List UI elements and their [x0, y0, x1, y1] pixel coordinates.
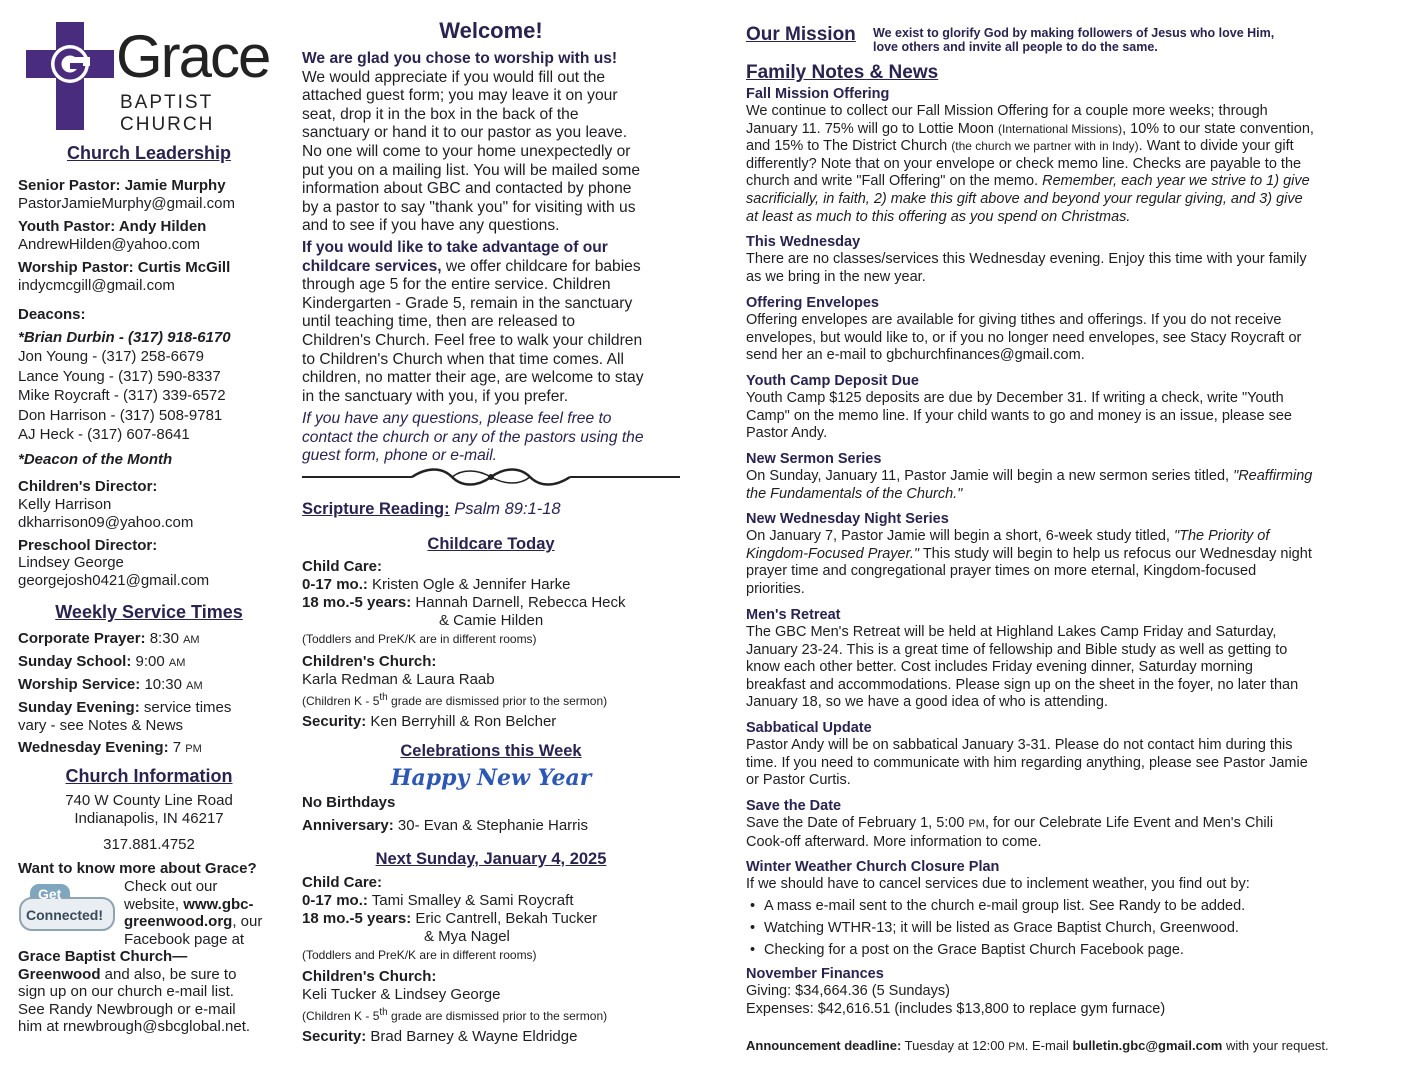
fall-offering-title: Fall Mission Offering [746, 86, 890, 102]
church-address: 740 W County Line Road Indianapolis, IN 46217 317.881.4752 [18, 792, 280, 854]
church-subname: BAPTIST CHURCH [120, 92, 215, 135]
anniversary: Anniversary: 30- Evan & Stephanie Harris [302, 817, 588, 834]
childrens-church-next-sunday: Children's Church: Keli Tucker & Lindsey George (Children K - 5th grade are dismissed prior to the sermon) [302, 968, 608, 1023]
deacon-item: Lance Young - (317) 590-8337 [18, 368, 221, 385]
childcare-paragraph: If you would like to take advantage of our childcare services, we offer childcare for babies through age 5 for the entire service. Children Kindergarten - Grade 5, remain in the sanctuary until teaching time, then are released to Children's Church. Feel free to walk your children to Children's Church when that time comes. All children, no matter their age, are welcome to stay in the sanctuary with you, if you prefer. [302, 239, 644, 405]
happy-new-year-banner: Happy New Year [390, 765, 592, 791]
badge-connected-text: Connected! [26, 907, 103, 923]
deacon-of-month-note: *Deacon of the Month [18, 451, 173, 468]
november-finances-title: November Finances [746, 966, 884, 982]
fall-offering-text: We continue to collect our Fall Mission Offering for a couple more weeks; through January 11. 75% will go to Lottie Moon (International Missions), 10% to our state convention, and 15% to The District Church (the church we partner with in Indy). Want to divide your gift differently? Note that on your envelope or check memo line. Checks are payable to the church and write "Fall Offering" on the memo. Remember, each year we strive to 1) give sacrificially, in faith, 2) make this gift above and beyond your regular giving, and 3) give at least as much to this offering as you spend on Christmas. [746, 103, 1314, 225]
this-wednesday-title: This Wednesday [746, 234, 861, 250]
youth-pastor-email[interactable]: AndrewHilden@yahoo.com [18, 236, 200, 253]
know-more-heading: Want to know more about Grace? [18, 860, 257, 877]
deacons-label: Deacons: [18, 306, 86, 323]
weekly-service-times-heading: Weekly Service Times [55, 602, 243, 622]
weather-bullet: • A mass e-mail sent to the church e-mail group list. See Randy to be added. [764, 898, 1384, 914]
childcare-today-heading: Childcare Today [427, 535, 555, 553]
preschool-director-email[interactable]: georgejosh0421@gmail.com [18, 572, 210, 589]
youth-camp-text: Youth Camp $125 deposits are due by December 31. If writing a check, write "Youth Camp" on the memo line. If your child wants to go and money is an issue, please see Pastor Andy. [746, 390, 1292, 442]
weather-bullet: • Checking for a post on the Grace Baptist Church Facebook page. [764, 942, 1384, 958]
worship-pastor-email[interactable]: indycmcgill@gmail.com [18, 277, 175, 294]
winter-weather-title: Winter Weather Church Closure Plan [746, 859, 1000, 875]
birthdays: No Birthdays [302, 794, 396, 811]
questions-paragraph: If you have any questions, please feel free to contact the church or any of the pastors using the guest form, phone or e-mail. [302, 410, 644, 465]
welcome-paragraph: We are glad you chose to worship with us! We would appreciate if you would fill out the attached guest form; you may leave it on your seat, drop it in the box in the back of the sanctuary or hand it to our pastor as you leave. No one will come to your home unexpectedly or put you on a mailing list. You will be mailed some information about GBC and contacted by phone by a pastor to say "thank you" for visiting with us and to see if you have any questions. [302, 50, 641, 235]
preschool-director-label: Preschool Director: [18, 537, 158, 554]
church-leadership-heading: Church Leadership [66, 143, 232, 163]
sabbatical-text: Pastor Andy will be on sabbatical January 3-31. Please do not contact him during this time. If you need to communicate with him regarding anything, please see Pastor Jamie or Pastor Curtis. [746, 737, 1308, 789]
save-the-date-title: Save the Date [746, 798, 842, 814]
mission-statement: We exist to glorify God by making followers of Jesus who love Him, love others and invite all people to do the same. [873, 26, 1275, 54]
offering-envelopes-title: Offering Envelopes [746, 295, 879, 311]
know-more-text: Check out our website, www.gbc- greenwood.org, our Facebook page at Grace Baptist Church— Greenwood and also, be sure to sign up on our church e-mail list. See Randy Newbrough or e-mail him at rnewbrough@sbcglobal.net. [18, 878, 280, 1036]
service-worship: Worship Service: 10:30 AM [18, 676, 203, 693]
cross-g-icon [26, 20, 116, 132]
mens-retreat-title: Men's Retreat [746, 607, 841, 623]
november-finances-text: Giving: $34,664.36 (5 Sundays) Expenses: $42,616.51 (includes $13,800 to replace gym furnace) [746, 983, 1166, 1017]
badge-get-text: Get [38, 886, 62, 902]
facebook-page-name: Grace Baptist Church— [18, 948, 188, 965]
childrens-director-label: Children's Director: [18, 478, 158, 495]
offering-envelopes-text: Offering envelopes are available for giving tithes and offerings. If you do not receive envelopes, but would like to, or if you no longer need envelopes, see Stacy Roycraft or send her an e-mail to gbchurchfinances@gmail.com. [746, 312, 1302, 364]
bulletin-email[interactable]: bulletin.gbc@gmail.com [1072, 1038, 1223, 1053]
childrens-director-email[interactable]: dkharrison09@yahoo.com [18, 514, 194, 531]
next-sunday-heading: Next Sunday, January 4, 2025 [375, 850, 607, 868]
preschool-director-name: Lindsey George [18, 554, 124, 571]
deacon-item: Mike Roycraft - (317) 339-6572 [18, 387, 226, 404]
service-wednesday-evening: Wednesday Evening: 7 PM [18, 739, 202, 756]
wednesday-series-title: New Wednesday Night Series [746, 511, 949, 527]
ornamental-divider [302, 466, 680, 488]
childcare-next-sunday: Child Care: 0-17 mo.: Tami Smalley & Sami Roycraft 18 mo.-5 years: Eric Cantrell, Bekah Tucker & Mya Nagel (Toddlers and PreK/K are in different rooms) [302, 874, 598, 962]
sermon-series-text: On Sunday, January 11, Pastor Jamie will begin a new sermon series titled, "Reaffirming the Fundamentals of the Church." [746, 468, 1313, 502]
celebrations-heading: Celebrations this Week [400, 742, 582, 760]
deacon-item: Jon Young - (317) 258-6679 [18, 348, 204, 365]
deacon-item: *Brian Durbin - (317) 918-6170 [18, 329, 231, 346]
welcome-heading: Welcome! [439, 18, 543, 43]
newsletter-contact: him at rnewbrough@sbcglobal.net. [18, 1018, 251, 1035]
sermon-series-title: New Sermon Series [746, 451, 882, 467]
service-sunday-school: Sunday School: 9:00 AM [18, 653, 186, 670]
deacon-item: AJ Heck - (317) 607-8641 [18, 426, 190, 443]
church-name: Grace [116, 23, 270, 90]
church-information-heading: Church Information [65, 766, 233, 786]
our-mission-heading: Our Mission [746, 24, 856, 45]
website-link[interactable]: www.gbc- [183, 895, 254, 913]
family-notes-heading: Family Notes & News [746, 62, 939, 83]
senior-pastor-email[interactable]: PastorJamieMurphy@gmail.com [18, 195, 235, 212]
weather-bullet: • Watching WTHR-13; it will be listed as Grace Baptist Church, Greenwood. [764, 920, 1384, 936]
service-corporate-prayer: Corporate Prayer: 8:30 AM [18, 630, 200, 647]
mens-retreat-text: The GBC Men's Retreat will be held at Highland Lakes Camp Friday and Saturday, January 23-24. This is a great time of fellowship and Bible study as well as getting to know each other better. Cost includes Friday evening dinner, Saturday morning breakfast and accommodations. Please sign up on the sheet in the foyer, no later than January 18, so we have a good idea of who is attending. [746, 624, 1299, 711]
service-sunday-evening: Sunday Evening: service times [18, 699, 232, 716]
service-sunday-evening-note: vary - see Notes & News [18, 717, 184, 734]
security-next-sunday: Security: Brad Barney & Wayne Eldridge [302, 1028, 578, 1045]
youth-pastor: Youth Pastor: Andy Hilden [18, 218, 207, 235]
scripture-reading: Scripture Reading: Psalm 89:1-18 [302, 500, 561, 518]
childcare-today: Child Care: 0-17 mo.: Kristen Ogle & Jennifer Harke 18 mo.-5 years: Hannah Darnell, Rebecca Heck & Camie Hilden (Toddlers and PreK/K are in different rooms) [302, 558, 626, 646]
senior-pastor: Senior Pastor: Jamie Murphy [18, 177, 226, 194]
childrens-director-name: Kelly Harrison [18, 496, 112, 513]
security-today: Security: Ken Berryhill & Ron Belcher [302, 713, 557, 730]
save-the-date-text: Save the Date of February 1, 5:00 PM, for our Celebrate Life Event and Men's Chili Cook-off afterward. More information to come. [746, 815, 1274, 850]
wednesday-series-text: On January 7, Pastor Jamie will begin a short, 6-week study titled, "The Priority of Kingdom-Focused Prayer." This study will begin to help us refocus our Wednesday night prayer time and congregational prayer times on more eternal, Kingdom-focused priorities. [746, 528, 1312, 597]
winter-weather-intro: If we should have to cancel services due to inclement weather, you find out by: [746, 876, 1250, 892]
church-logo [26, 20, 288, 135]
announcement-deadline: Announcement deadline: Tuesday at 12:00 PM. E-mail bulletin.gbc@gmail.com with your request. [746, 1038, 1329, 1053]
sabbatical-title: Sabbatical Update [746, 720, 872, 736]
deacon-item: Don Harrison - (317) 508-9781 [18, 407, 223, 424]
worship-pastor: Worship Pastor: Curtis McGill [18, 259, 231, 276]
this-wednesday-text: There are no classes/services this Wednesday evening. Enjoy this time with your family as we bring in the new year. [746, 251, 1307, 285]
youth-camp-title: Youth Camp Deposit Due [746, 373, 919, 389]
church-phone[interactable]: 317.881.4752 [103, 836, 195, 853]
childrens-church-today: Children's Church: Karla Redman & Laura Raab (Children K - 5th grade are dismissed prior to the sermon) [302, 653, 608, 708]
